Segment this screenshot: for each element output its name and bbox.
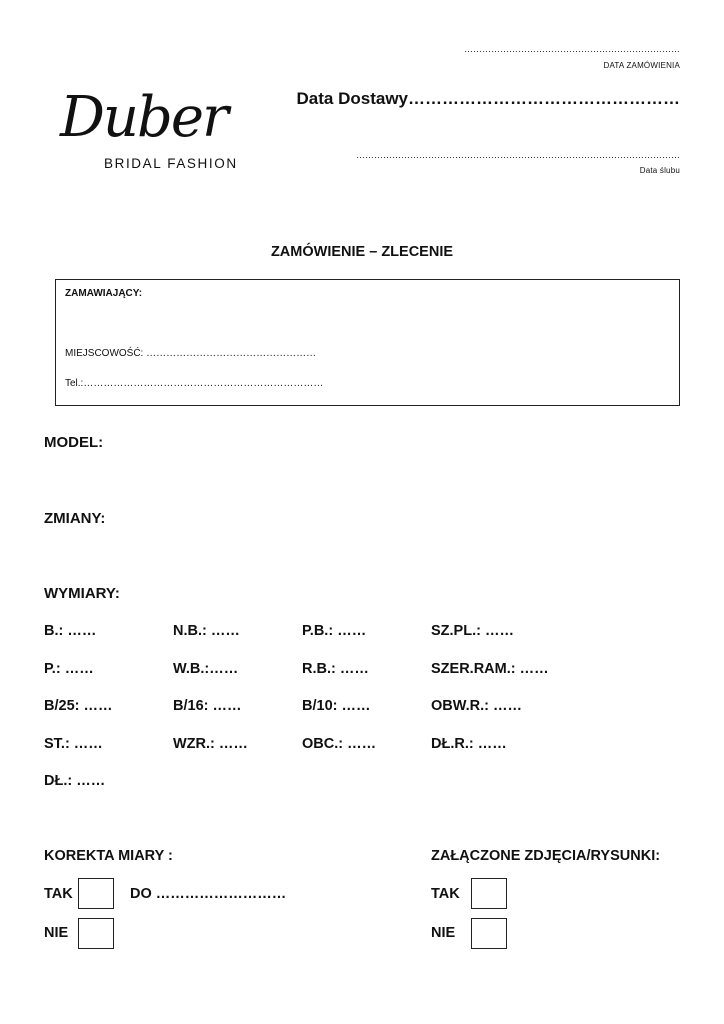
attachments-no-label: NIE <box>431 925 456 941</box>
measure-obwr[interactable]: OBW.R.: …… <box>431 698 523 714</box>
attachments-yes-checkbox[interactable] <box>471 878 507 909</box>
city-field[interactable]: MIEJSCOWOŚĆ: …………………………………………… <box>65 348 317 359</box>
measure-szer-ram[interactable]: SZER.RAM.: …… <box>431 661 549 677</box>
company-logo <box>52 85 252 178</box>
correction-yes-checkbox[interactable] <box>78 878 114 909</box>
measure-szpl[interactable]: SZ.PL.: …… <box>431 623 514 639</box>
measure-wzr[interactable]: WZR.: …… <box>173 736 248 752</box>
correction-no-label: NIE <box>44 925 69 941</box>
measure-b16[interactable]: B/16: …… <box>173 698 242 714</box>
correction-until-field[interactable]: DO ……………………… <box>130 886 287 902</box>
correction-no-checkbox[interactable] <box>78 918 114 949</box>
measurements-label: WYMIARY: <box>44 585 120 602</box>
measure-rb[interactable]: R.B.: …… <box>302 661 369 677</box>
customer-box <box>55 279 680 406</box>
measure-nb[interactable]: N.B.: …… <box>173 623 240 639</box>
measure-dl[interactable]: DŁ.: …… <box>44 773 106 789</box>
correction-label: KOREKTA MIARY : <box>44 848 173 864</box>
model-label: MODEL: <box>44 434 104 451</box>
measure-p[interactable]: P.: …… <box>44 661 94 677</box>
measure-pb[interactable]: P.B.: …… <box>302 623 367 639</box>
form-title: ZAMÓWIENIE – ZLECENIE <box>270 244 454 260</box>
phone-field[interactable]: Tel.:……………………………………………………………… <box>65 378 324 389</box>
measure-wb[interactable]: W.B.:…… <box>173 661 239 677</box>
logo-subtitle: BRIDAL FASHION <box>104 156 238 171</box>
measure-b[interactable]: B.: …… <box>44 623 97 639</box>
wedding-date-line[interactable]: ……………………………………………………………………………………………… <box>356 150 680 160</box>
attachments-no-checkbox[interactable] <box>471 918 507 949</box>
attachments-label: ZAŁĄCZONE ZDJĘCIA/RYSUNKI: <box>431 848 661 864</box>
order-date-label: DATA ZAMÓWIENIA <box>603 61 680 70</box>
measure-b25[interactable]: B/25: …… <box>44 698 113 714</box>
order-date-line[interactable]: ……………………………………………………………… <box>464 44 680 54</box>
correction-yes-label: TAK <box>44 886 73 902</box>
measure-b10[interactable]: B/10: …… <box>302 698 371 714</box>
logo-script-text: Duber <box>60 85 227 150</box>
delivery-date-field[interactable]: Data Dostawy………………………………………… <box>296 89 680 108</box>
measure-dlr[interactable]: DŁ.R.: …… <box>431 736 507 752</box>
wedding-date-label: Data ślubu <box>639 166 680 175</box>
measure-st[interactable]: ST.: …… <box>44 736 103 752</box>
changes-label: ZMIANY: <box>44 510 106 527</box>
attachments-yes-label: TAK <box>431 886 460 902</box>
measure-obc[interactable]: OBC.: …… <box>302 736 377 752</box>
customer-name-field[interactable]: ZAMAWIAJĄCY: <box>65 288 143 299</box>
